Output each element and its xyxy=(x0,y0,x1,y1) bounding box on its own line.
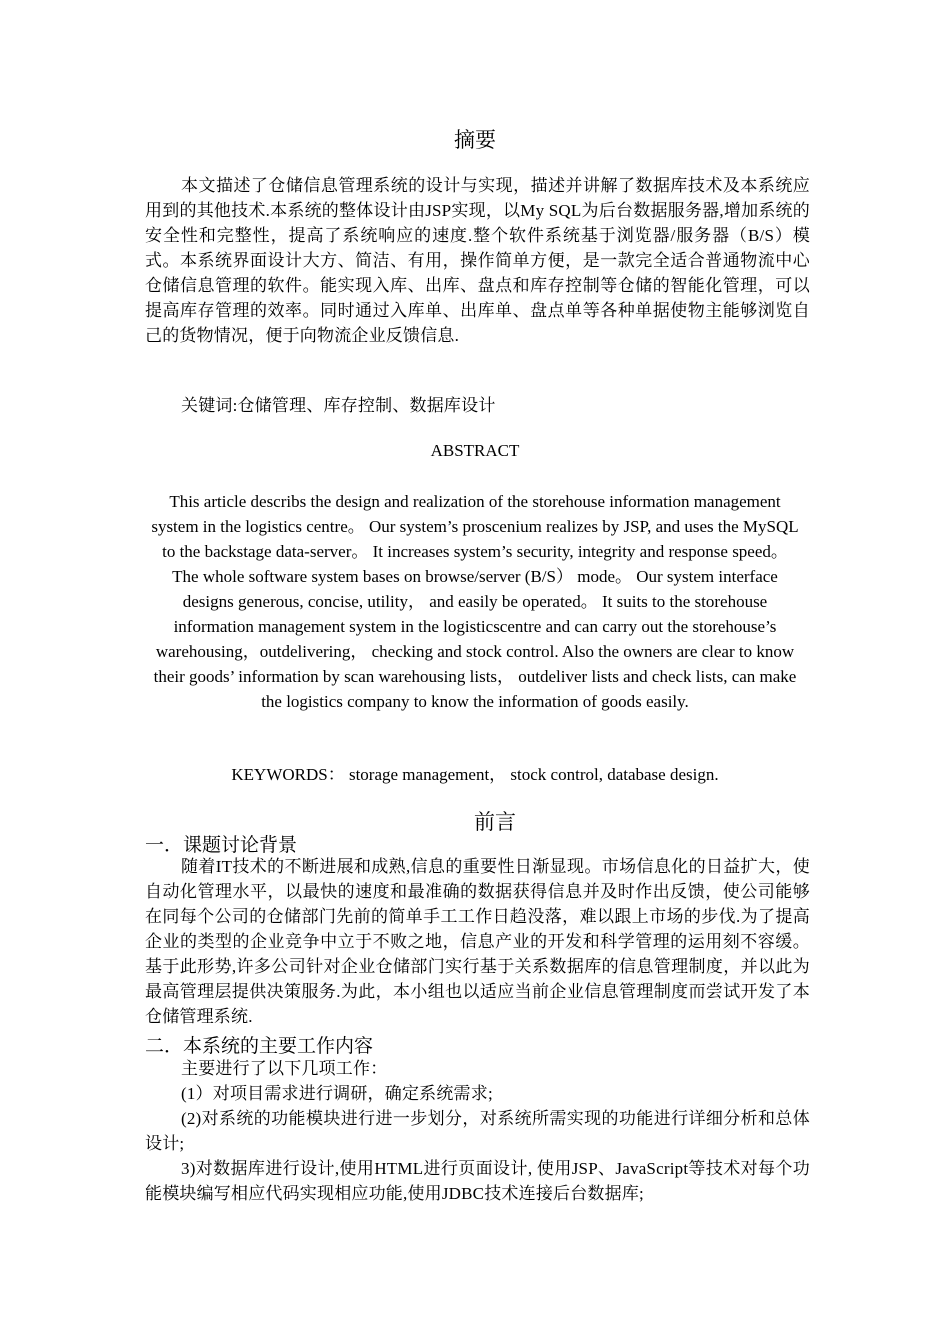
section2-body xyxy=(145,1056,810,1206)
section1-heading: 一．课题讨论背景 xyxy=(145,834,298,856)
section2-heading: 二．本系统的主要工作内容 xyxy=(145,1035,374,1057)
abstract-cn-title: 摘要 xyxy=(454,128,496,152)
work-item: (1）对项目需求进行调研，确定系统需求; xyxy=(181,1084,493,1103)
section1-body: 随着IT技术的不断进展和成熟,信息的重要性日渐显现。市场信息化的日益扩大，使自动化管理水平，以最快的速度和最准确的数据获得信息并及时作出反馈，使公司能够在同每个公司的仓储部门先前的简单手工工作日趋没落，难以跟上市场的步伐.为了提高企业的类型的企业竞争中立于不败之地，信息产业的开发和科学管理的运用刻不容缓。基于此形势,许多公司针对企业仓储部门实行基于关系数据库的信息管理制度，并以此为最高管理层提供决策服务.为此，本小组也以适应当前企业信息管理制度而尝试开发了本仓储管理系统. xyxy=(145,857,810,1026)
section2-intro: 主要进行了以下几项工作： xyxy=(181,1059,388,1078)
preface-title: 前言 xyxy=(474,810,516,834)
abstract-cn-keywords: 关键词:仓储管理、库存控制、数据库设计 xyxy=(181,396,496,415)
abstract-en-body: This article describs the design and realization of the storehouse information management system in the logistics centre。 Our system’s proscenium realizes by JSP, and uses the MySQL to the backstage data-server。 It increases system’s security, integrity and response speed。 The whole software system bases on browse/server (B/S） mode。 Our system interface designs generous, concise, utility， and easily be operated。 It suits to the storehouse information management system in the logisticscentre and can carry out the storehouse’s warehousing，outdelivering， checking and stock control. Also the owners are clear to know their goods’ information by scan warehousing lists， outdeliver lists and check lists, can make the logistics company to know the information of goods easily. xyxy=(151,492,799,711)
abstract-cn-body: 本文描述了仓储信息管理系统的设计与实现，描述并讲解了数据库技术及本系统应用到的其他技术.本系统的整体设计由JSP实现，以My SQL为后台数据服务器,增加系统的安全性和完整性，提高了系统响应的速度.整个软件系统基于浏览器/服务器（B/S）模式。本系统界面设计大方、简洁、有用，操作简单方便，是一款完全适合普通物流中心仓储信息管理的软件。能实现入库、出库、盘点和库存控制等仓储的智能化管理，可以提高库存管理的效率。同时通过入库单、出库单、盘点单等各种单据使物主能够浏览自己的货物情况，便于向物流企业反馈信息. xyxy=(145,176,810,345)
abstract-en-keywords: KEYWORDS： storage management， stock control, database design. xyxy=(231,765,719,784)
work-item: (2)对系统的功能模块进行进一步划分，对系统所需实现的功能进行详细分析和总体设计; xyxy=(145,1109,810,1153)
abstract-en-title: ABSTRACT xyxy=(430,441,520,460)
work-item: 3)对数据库进行设计,使用HTML进行页面设计, 使用JSP、JavaScript等技术对每个功能模块编写相应代码实现相应功能,使用JDBC技术连接后台数据库; xyxy=(145,1159,810,1203)
